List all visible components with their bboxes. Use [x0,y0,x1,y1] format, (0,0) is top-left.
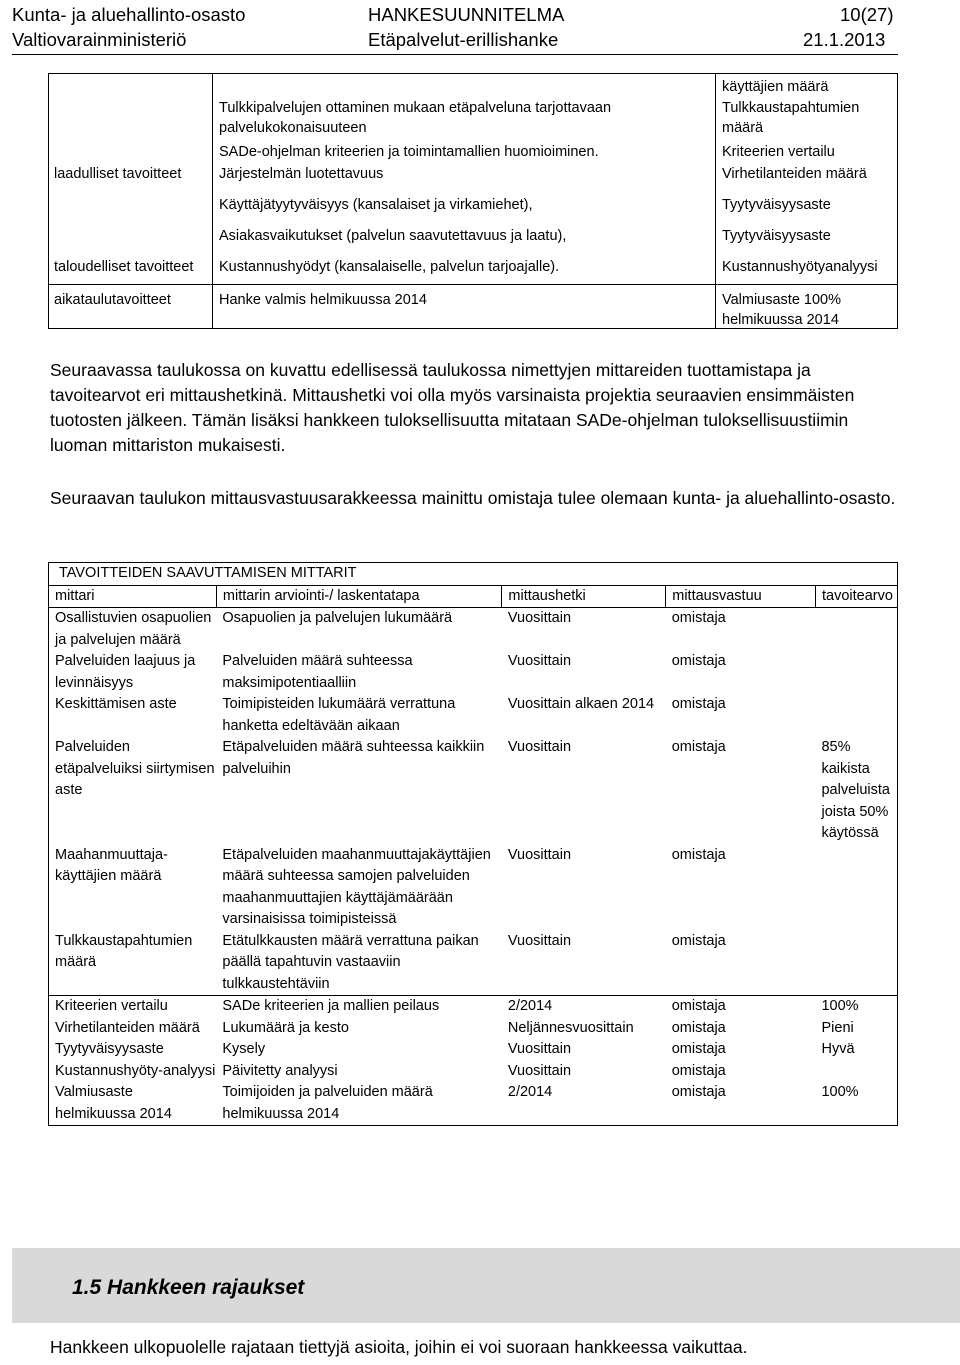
table-cell: 2/2014 [502,1082,666,1126]
header-doc-type: HANKESUUNNITELMA [368,4,565,25]
table-cell: Tyytyväisyysaste [49,1039,217,1061]
table-cell: omistaja [666,996,816,1018]
table-cell: Vuosittain [507,1041,572,1057]
measure-cell: Virhetilanteiden määrä [722,166,867,182]
table-cell: 2/2014 [502,996,666,1018]
table-row [49,694,898,737]
table-cell: Vuosittain [507,610,572,626]
table-cell: omistaja [666,1082,816,1126]
measure-cell: Valmiusaste 100% [722,292,842,308]
table-cell: Vuosittain [507,739,572,755]
category-economic: taloudelliset tavoitteet [54,259,194,275]
column-header: mittari [49,585,217,608]
goal-cell: palvelukokonaisuuteen [219,120,367,136]
table-cell: Kustannushyöty-analyysi [49,1061,217,1083]
table-cell: omistaja [671,653,726,669]
table-cell [815,651,897,694]
table-cell [815,931,897,996]
table-cell: 85% kaikista palveluista joista 50% käytössä [815,737,897,845]
table-cell: omistaja [671,696,726,712]
measure-cell: Tulkkaustapahtumien [722,100,860,116]
table-row [49,608,898,652]
column-header: mittaushetki [502,585,666,608]
table-cell: Kysely [222,1041,266,1057]
table-cell [815,608,897,652]
table-cell [815,1061,897,1083]
table-cell: Pieni [815,1018,897,1040]
table-cell: Vuosittain [507,932,572,949]
table-cell: Päivitetty analyysi [222,1062,338,1079]
table-cell: Etäpalveluiden määrä suhteessa kaikkiin palveluihin [222,739,485,777]
table-cell: Palveluiden määrä suhteessa maksimipotentiaalliin [222,653,413,691]
goal-cell: Hanke valmis helmikuussa 2014 [219,292,427,308]
table-row [49,996,898,1018]
table-row [49,1061,898,1083]
table-row [49,1082,898,1126]
table-cell: 100% [815,996,897,1018]
table-cell: omistaja [671,1019,726,1036]
goal-cell: Asiakasvaikutukset (palvelun saavutettavuus ja laatu), [219,228,567,244]
table-cell: Etätulkkausten määrä verrattuna paikan päällä tapahtuvin vastaaviin tulkkaustehtäviin [222,932,479,992]
table-cell: omistaja [671,1062,726,1079]
table-row [49,651,898,694]
header-org: Kunta- ja aluehallinto-osasto [12,4,246,25]
table-cell [815,845,897,931]
table-cell: Osapuolien ja palvelujen lukumäärä [222,610,453,626]
table-cell: omistaja [671,932,726,949]
body-paragraph: Hankkeen ulkopuolelle rajataan tiettyjä asioita, joihin ei voi suoraan hankkeessa vaikuttaa. [50,1337,748,1357]
header-rule [12,54,898,55]
table-cell: SADe kriteerien ja mallien peilaus [216,996,502,1018]
table-cell: Kriteerien vertailu [49,996,217,1018]
metrics-table [48,562,898,1126]
table-cell: 100% [815,1082,897,1126]
table-cell: Vuosittain [507,653,572,669]
table-cell: omistaja [671,739,726,755]
body-paragraph: Seuraavan taulukon mittausvastuusarakkeessa mainittu omistaja tulee olemaan kunta- ja aluehallinto-osasto. [50,488,896,508]
measure-cell: Kriteerien vertailu [722,144,835,160]
table-row [49,845,898,931]
header-project: Etäpalvelut-erillishanke [368,29,559,50]
table-cell: Etäpalveluiden maahanmuuttajakäyttäjien määrä suhteessa samojen palveluiden maahanmuuttajien käyttäjämäärään varsinaisissa toimipisteissä [222,846,491,927]
table-cell: omistaja [671,846,726,863]
section-heading: 1.5 Hankkeen rajaukset [72,1276,305,1299]
table-cell: Palveluiden etäpalveluiksi siirtymisen aste [49,737,217,845]
table-row [49,1018,898,1040]
goal-cell: Kustannushyödyt (kansalaiselle, palvelun tarjoajalle). [219,259,560,275]
header-page-number: 10(27) [840,4,894,25]
table-cell: Vuosittain [507,846,572,863]
header-ministry: Valtiovarainministeriö [12,29,187,50]
category-quality: laadulliset tavoitteet [54,166,182,182]
table-cell: Neljännesvuosittain [507,1019,634,1036]
column-header: tavoitearvo [815,585,897,608]
goal-cell: Järjestelmän luotettavuus [219,166,384,182]
table-cell [815,694,897,737]
table-cell: Hyvä [815,1039,897,1061]
table-cell: Lukumäärä ja kesto [222,1019,349,1036]
measure-cell: helmikuussa 2014 [722,312,839,328]
table-cell: Maahanmuuttaja-käyttäjien määrä [49,845,217,931]
measure-cell: määrä [722,120,764,136]
table-cell: Vuosittain alkaen 2014 [507,696,655,712]
table-cell: Toimijoiden ja palveluiden määrä helmikuussa 2014 [216,1082,502,1126]
body-paragraph: Seuraavassa taulukossa on kuvattu edellisessä taulukossa nimettyjen mittareiden tuottamistapa ja tavoitearvot eri mittaushetkinä. Mittaushetki voi olla myös varsinaista projektia seuraavien ensimmäisten tuotosten jälkeen. Tämän lisäksi hankkeen tuloksellisuutta mitataan SADe-ohjelman tuloksellisuustiimin luoman mittariston mukaisesti. [50,360,855,455]
table-cell: Keskittämisen aste [49,694,217,737]
table-cell: Tulkkaustapahtumien määrä [49,931,217,996]
table-row [49,1039,898,1061]
goal-cell: Käyttäjätyytyväisyys (kansalaiset ja virkamiehet), [219,197,533,213]
metrics-table-title: TAVOITTEIDEN SAAVUTTAMISEN MITTARIT [49,563,898,586]
table-cell: Palveluiden laajuus ja levinnäisyys [49,651,217,694]
table-cell: Toimipisteiden lukumäärä verrattuna hanketta edeltävään aikaan [222,696,456,734]
table-cell: Vuosittain [507,1062,572,1079]
table-cell: Osallistuvien osapuolien ja palvelujen määrä [49,608,217,652]
goal-cell: Tulkkipalvelujen ottaminen mukaan etäpalveluna tarjottavaan [219,100,612,116]
table-cell: Virhetilanteiden määrä [49,1018,217,1040]
measure-cell: Kustannushyötyanalyysi [722,259,878,275]
measure-cell: Tyytyväisyysaste [722,228,831,244]
goal-cell: SADe-ohjelman kriteerien ja toimintamallien huomioiminen. [219,144,599,160]
measure-cell: käyttäjien määrä [722,79,829,95]
header-date: 21.1.2013 [803,29,886,50]
table-row [49,737,898,845]
table-cell: omistaja [671,610,726,626]
table-cell: omistaja [671,1041,726,1057]
category-schedule: aikataulutavoitteet [54,292,171,308]
measure-cell: Tyytyväisyysaste [722,197,831,213]
column-header: mittarin arviointi-/ laskentatapa [216,585,502,608]
table-row [49,931,898,996]
column-header: mittausvastuu [666,585,816,608]
table-cell: Valmiusaste helmikuussa 2014 [49,1082,217,1126]
